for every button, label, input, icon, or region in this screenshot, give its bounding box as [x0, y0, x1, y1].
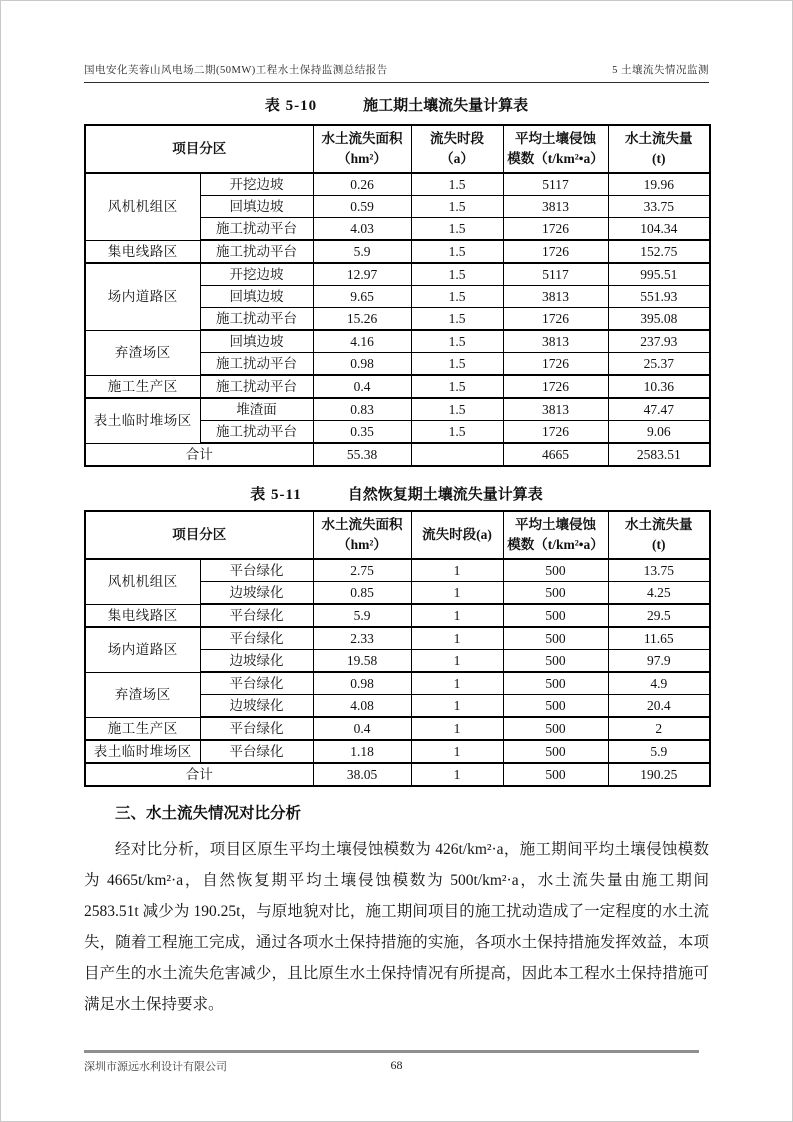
total-row — [85, 763, 710, 786]
value-cell: 4.16 — [313, 330, 411, 353]
value-cell: 1.5 — [411, 398, 503, 421]
subitem-cell: 施工扰动平台 — [200, 375, 313, 398]
total-row — [85, 443, 710, 466]
value-cell: 395.08 — [608, 308, 710, 331]
region-cell: 弃渣场区 — [85, 672, 200, 717]
header-rule — [84, 82, 709, 83]
value-cell: 1.5 — [411, 286, 503, 308]
table-label: 表 5-11 — [250, 487, 302, 503]
value-cell: 5117 — [503, 173, 608, 196]
value-cell: 500 — [503, 695, 608, 718]
value-cell: 1726 — [503, 218, 608, 241]
value-cell: 1 — [411, 582, 503, 605]
region-cell: 风机机组区 — [85, 173, 200, 240]
value-cell: 2 — [608, 717, 710, 740]
subitem-cell: 施工扰动平台 — [200, 308, 313, 331]
value-cell: 500 — [503, 627, 608, 650]
value-cell: 12.97 — [313, 263, 411, 286]
table-row — [85, 604, 710, 627]
region-cell: 风机机组区 — [85, 559, 200, 604]
value-cell: 11.65 — [608, 627, 710, 650]
value-cell: 1 — [411, 695, 503, 718]
value-cell: 2.33 — [313, 627, 411, 650]
value-cell: 4.08 — [313, 695, 411, 718]
footer-page-number: 68 — [390, 1058, 403, 1072]
column-header-cell: 水土流失量 (t) — [608, 125, 710, 173]
value-cell: 55.38 — [313, 443, 411, 466]
subitem-cell: 开挖边坡 — [200, 263, 313, 286]
value-cell: 0.98 — [313, 672, 411, 695]
value-cell: 13.75 — [608, 559, 710, 582]
table-row — [85, 559, 710, 582]
value-cell: 3813 — [503, 286, 608, 308]
value-cell: 0.98 — [313, 353, 411, 376]
value-cell: 995.51 — [608, 263, 710, 286]
value-cell: 2583.51 — [608, 443, 710, 466]
table-row — [85, 240, 710, 263]
column-header-zone: 项目分区 — [85, 511, 313, 559]
region-cell: 表土临时堆场区 — [85, 740, 200, 763]
subitem-cell: 平台绿化 — [200, 740, 313, 763]
value-cell: 0.4 — [313, 717, 411, 740]
value-cell: 1 — [411, 559, 503, 582]
value-cell: 1726 — [503, 421, 608, 444]
value-cell: 33.75 — [608, 196, 710, 218]
total-label-cell: 合计 — [85, 763, 313, 786]
subitem-cell: 施工扰动平台 — [200, 353, 313, 376]
subitem-cell: 边坡绿化 — [200, 582, 313, 605]
subitem-cell: 施工扰动平台 — [200, 421, 313, 444]
column-header-cell: 平均土壤侵蚀 模数（t/km²•a） — [503, 125, 608, 173]
table-title: 施工期土壤流失量计算表 — [363, 98, 529, 114]
value-cell: 0.85 — [313, 582, 411, 605]
subitem-cell: 堆渣面 — [200, 398, 313, 421]
table-row — [85, 740, 710, 763]
subitem-cell: 平台绿化 — [200, 717, 313, 740]
subitem-cell: 回填边坡 — [200, 330, 313, 353]
value-cell: 1 — [411, 740, 503, 763]
value-cell: 1.5 — [411, 218, 503, 241]
subitem-cell: 施工扰动平台 — [200, 218, 313, 241]
table-row — [85, 375, 710, 398]
subitem-cell: 回填边坡 — [200, 286, 313, 308]
value-cell: 15.26 — [313, 308, 411, 331]
region-cell: 集电线路区 — [85, 604, 200, 627]
value-cell: 5117 — [503, 263, 608, 286]
value-cell: 1.5 — [411, 308, 503, 331]
value-cell: 1 — [411, 763, 503, 786]
table-row — [85, 263, 710, 286]
value-cell: 0.83 — [313, 398, 411, 421]
value-cell: 3813 — [503, 196, 608, 218]
subitem-cell: 边坡绿化 — [200, 650, 313, 673]
value-cell: 9.65 — [313, 286, 411, 308]
subitem-cell: 平台绿化 — [200, 672, 313, 695]
table-label: 表 5-10 — [264, 98, 318, 114]
table-5-10-caption — [84, 97, 709, 115]
value-cell: 9.06 — [608, 421, 710, 444]
region-cell: 表土临时堆场区 — [85, 398, 200, 443]
table-row — [85, 672, 710, 695]
table-5-11-caption — [84, 486, 709, 504]
value-cell: 38.05 — [313, 763, 411, 786]
column-header-cell: 水土流失面积 （hm²） — [313, 511, 411, 559]
value-cell: 97.9 — [608, 650, 710, 673]
subitem-cell: 边坡绿化 — [200, 695, 313, 718]
value-cell: 500 — [503, 604, 608, 627]
subitem-cell: 平台绿化 — [200, 559, 313, 582]
value-cell: 500 — [503, 559, 608, 582]
value-cell: 190.25 — [608, 763, 710, 786]
subitem-cell: 平台绿化 — [200, 604, 313, 627]
region-cell: 场内道路区 — [85, 627, 200, 672]
subitem-cell: 平台绿化 — [200, 627, 313, 650]
subitem-cell: 开挖边坡 — [200, 173, 313, 196]
value-cell: 25.37 — [608, 353, 710, 376]
value-cell: 47.47 — [608, 398, 710, 421]
value-cell: 4.25 — [608, 582, 710, 605]
value-cell: 1.18 — [313, 740, 411, 763]
table-row — [85, 330, 710, 353]
footer-company-name: 深圳市源远水利设计有限公司 — [84, 1061, 227, 1073]
value-cell: 500 — [503, 763, 608, 786]
value-cell: 0.26 — [313, 173, 411, 196]
value-cell: 1.5 — [411, 330, 503, 353]
value-cell: 5.9 — [313, 240, 411, 263]
value-cell: 1.5 — [411, 173, 503, 196]
region-cell: 场内道路区 — [85, 263, 200, 330]
value-cell: 104.34 — [608, 218, 710, 241]
total-label-cell: 合计 — [85, 443, 313, 466]
value-cell: 1.5 — [411, 263, 503, 286]
table-row — [85, 173, 710, 196]
value-cell: 1.5 — [411, 196, 503, 218]
analysis-paragraph: 经对比分析，项目区原生平均土壤侵蚀模数为 426t/km²·a，施工期间平均土壤侵蚀模数为 4665t/km²·a，自然恢复期平均土壤侵蚀模数为 500t/km²·a，水土流失量由施工期间 2583.51t 减少为 190.25t，与原地貌对比，施工期间项目的施工扰动造成了一定程度的水土流失，随着工程施工完成，通过各项水土保持措施的实施，各项水土保持措施发挥效益，本项目产生的水土流失危害减少，且比原生水土保持情况有所提高，因此本工程水土保持措施可满足水土保持要求。 — [84, 841, 709, 1013]
value-cell — [411, 443, 503, 466]
table-title: 自然恢复期土壤流失量计算表 — [347, 487, 543, 503]
header-report-title: 国电安化芙蓉山风电场二期(50MW)工程水土保持监测总结报告 — [84, 65, 388, 76]
value-cell: 1.5 — [411, 421, 503, 444]
value-cell: 3813 — [503, 398, 608, 421]
header-row — [85, 511, 710, 559]
value-cell: 237.93 — [608, 330, 710, 353]
value-cell: 0.59 — [313, 196, 411, 218]
region-cell: 施工生产区 — [85, 717, 200, 740]
table-row — [85, 398, 710, 421]
value-cell: 0.4 — [313, 375, 411, 398]
header-chapter-title: 5 土壤流失情况监测 — [612, 65, 709, 76]
value-cell: 500 — [503, 740, 608, 763]
running-footer — [84, 1058, 709, 1074]
section-heading: 三、水土流失情况对比分析 — [115, 805, 302, 822]
value-cell: 20.4 — [608, 695, 710, 718]
value-cell: 1 — [411, 672, 503, 695]
value-cell: 152.75 — [608, 240, 710, 263]
value-cell: 10.36 — [608, 375, 710, 398]
table-row — [85, 627, 710, 650]
soil-loss-recovery-table — [84, 510, 711, 787]
header-row — [85, 125, 710, 173]
value-cell: 19.96 — [608, 173, 710, 196]
value-cell: 5.9 — [313, 604, 411, 627]
value-cell: 4665 — [503, 443, 608, 466]
column-header-zone: 项目分区 — [85, 125, 313, 173]
subitem-cell: 施工扰动平台 — [200, 240, 313, 263]
value-cell: 1 — [411, 627, 503, 650]
table-row — [85, 717, 710, 740]
column-header-cell: 流失时段 （a） — [411, 125, 503, 173]
column-header-cell: 流失时段(a) — [411, 511, 503, 559]
value-cell: 3813 — [503, 330, 608, 353]
value-cell: 1726 — [503, 375, 608, 398]
value-cell: 500 — [503, 582, 608, 605]
value-cell: 2.75 — [313, 559, 411, 582]
value-cell: 500 — [503, 717, 608, 740]
value-cell: 4.9 — [608, 672, 710, 695]
value-cell: 29.5 — [608, 604, 710, 627]
value-cell: 1726 — [503, 308, 608, 331]
column-header-cell: 平均土壤侵蚀 模数（t/km²•a） — [503, 511, 608, 559]
soil-loss-construction-table — [84, 124, 711, 467]
running-header — [84, 1, 709, 77]
footer-rule — [84, 1050, 699, 1053]
value-cell: 1.5 — [411, 240, 503, 263]
subitem-cell: 回填边坡 — [200, 196, 313, 218]
value-cell: 5.9 — [608, 740, 710, 763]
column-header-cell: 水土流失量 (t) — [608, 511, 710, 559]
value-cell: 0.35 — [313, 421, 411, 444]
value-cell: 1.5 — [411, 353, 503, 376]
value-cell: 500 — [503, 650, 608, 673]
column-header-cell: 水土流失面积 （hm²） — [313, 125, 411, 173]
region-cell: 施工生产区 — [85, 375, 200, 398]
region-cell: 集电线路区 — [85, 240, 200, 263]
value-cell: 551.93 — [608, 286, 710, 308]
value-cell: 1.5 — [411, 375, 503, 398]
value-cell: 4.03 — [313, 218, 411, 241]
value-cell: 1 — [411, 717, 503, 740]
value-cell: 1 — [411, 650, 503, 673]
value-cell: 500 — [503, 672, 608, 695]
region-cell: 弃渣场区 — [85, 330, 200, 375]
value-cell: 1726 — [503, 353, 608, 376]
value-cell: 1 — [411, 604, 503, 627]
value-cell: 19.58 — [313, 650, 411, 673]
value-cell: 1726 — [503, 240, 608, 263]
